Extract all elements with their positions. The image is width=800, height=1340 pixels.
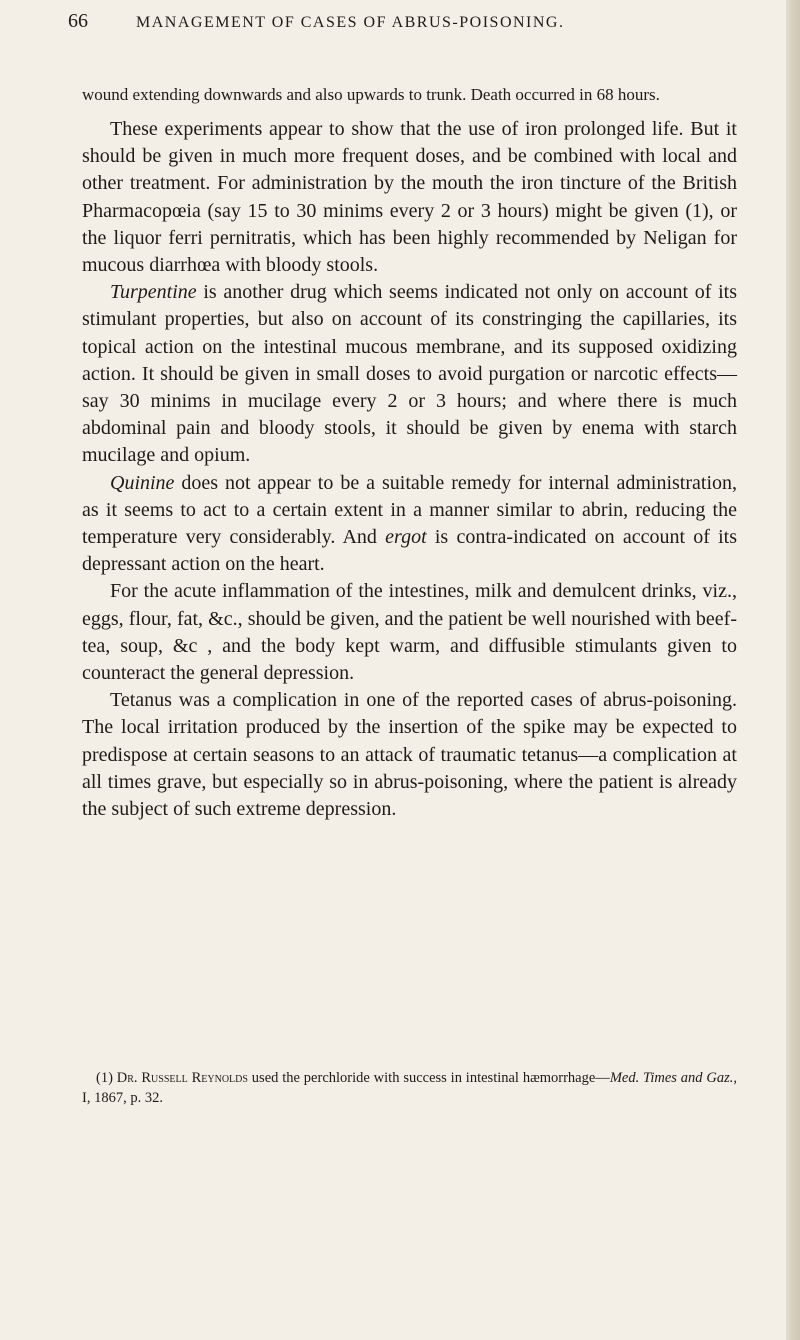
page-edge [786, 0, 800, 1340]
paragraph-turpentine [82, 279, 737, 469]
footnote-author: Dr. Russell Reynolds [116, 1070, 248, 1086]
page-number: 66 [68, 10, 88, 32]
page-header [56, 8, 752, 48]
term-ergot: ergot [385, 526, 427, 549]
footnote-marker: (1) [96, 1070, 117, 1086]
paragraph-quinine-text-b: is contra-indicated on account of its depressant action on the heart. [82, 526, 738, 576]
paragraph-turpentine-text: is another drug which seems indicated not only on account of its stimulant properties, but also on account of its constringing the capillaries, its topical action on the intestinal mucous membrane, and its supposed oxidizing action. It should be given in small doses to avoid purgation or narcotic effects—say 30 minims in mucilage every 2 or 3 hours; and where there is much abdominal pain and bloody stools, it should be given by enema with starch mucilage and opium. [82, 281, 737, 467]
paragraph-tetanus: Tetanus was a complication in one of the reported cases of abrus-poisoning. The local irritation produced by the insertion of the spike may be expected to predispose at certain seasons to an attack of traumatic tetanus—a complication at all times grave, but especially so in abrus-poisoning, where the patient is already the subject of such extreme depression. [82, 689, 737, 821]
footnote-text: used the perchloride with success in intestinal hæmorrhage— [247, 1070, 610, 1086]
footnote-ref: , I, 1867, p. 32. [82, 1070, 737, 1106]
paragraph-inflammation: For the acute inflammation of the intestines, milk and demulcent drinks, viz., eggs, flour, fat, &c., should be given, and the patient be well nourished with beef-tea, soup, &c , and the body kept warm, and diffusible stimulants given to counteract the general depression. [82, 580, 737, 685]
running-head: MANAGEMENT OF CASES OF ABRUS-POISONING. [136, 14, 565, 31]
paragraph-quinine-text-a: does not appear to be a suitable remedy for internal administration, as it seems to act to a certain extent in a manner similar to abrin, reducing the temperature very considerably. And [82, 471, 737, 549]
footnote-1 [82, 1068, 737, 1108]
footnote-source: Med. Times and Gaz. [609, 1070, 734, 1086]
paragraph-quinine [82, 470, 737, 579]
term-turpentine: Turpentine [110, 281, 197, 304]
body-text [82, 84, 737, 823]
term-quinine: Quinine [110, 471, 175, 494]
paragraph-iron: These experiments appear to show that the use of iron prolonged life. But it should be given in much more frequent doses, and be combined with local and other treatment. For administration by the mouth the iron tincture of the British Pharmacopœia (say 15 to 30 minims every 2 or 3 hours) might be given (1), or the liquor ferri pernitratis, which has been highly recommended by Neligan for mucous diarrhœa with bloody stools. [82, 118, 737, 277]
continuation-paragraph: wound extending downwards and also upwards to trunk. Death occurred in 68 hours. [82, 85, 660, 104]
footnotes [82, 1068, 737, 1108]
